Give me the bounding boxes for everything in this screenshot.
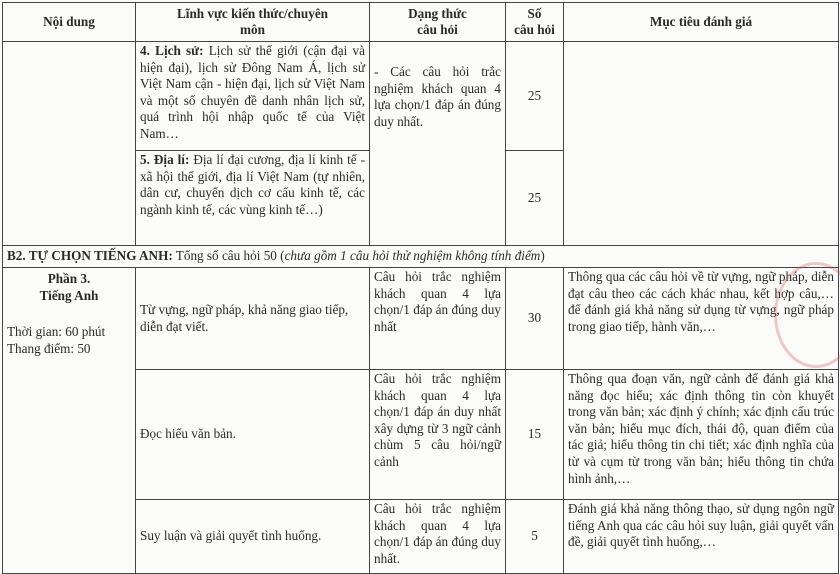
field-history: 4. Lịch sử: Lịch sử thế giới (cận đại và hiện đại), lịch sử Đông Nam Á, lịch sử Việt Nam cận - hiện đại, lịch sử Việt Nam và một số chuyên đề danh nhân lịch sử, quá trình hội nhập quốc tế của Việt Nam… (136, 42, 370, 151)
section-b2-row (3, 246, 839, 268)
count-history: 25 (506, 42, 564, 151)
header-count: Số câu hỏi (506, 3, 564, 42)
content-cell-empty (3, 42, 136, 246)
exam-structure-table (2, 2, 839, 574)
count-reading: 15 (506, 370, 564, 500)
format-reading: Câu hỏi trắc nghiệm khách quan 4 lựa chọn/1 đáp án duy nhất xây dựng từ 3 ngữ cảnh chùm 5 câu hỏi/ngữ cảnh (370, 370, 506, 500)
table-header-row (3, 3, 839, 42)
field-vocab-grammar: Từ vựng, ngữ pháp, khả năng giao tiếp, diễn đạt viết. (136, 268, 370, 370)
section-b2-title: B2. TỰ CHỌN TIẾNG ANH: Tổng số câu hỏi 50 (chưa gồm 1 câu hỏi thử nghiệm không tính điểm) (3, 246, 839, 268)
count-vocab-grammar: 30 (506, 268, 564, 370)
table-row (3, 268, 839, 370)
goal-vocab-grammar: Thông qua các câu hỏi về từ vựng, ngữ pháp, diễn đạt câu theo các cách khác nhau, kết hợp câu,… để đánh giá khả năng sử dụng từ vựng, ngữ pháp trong giao tiếp, hành văn,… (564, 268, 839, 370)
field-geography: 5. Địa lí: Địa lí đại cương, địa lí kinh tế - xã hội thế giới, địa lí Việt Nam (tự nhiên, dân cư, chuyển dịch cơ cấu kinh tế, các ngành kinh tế, các vùng kinh tế…) (136, 151, 370, 246)
part3-cell: Phần 3. Tiếng Anh Thời gian: 60 phút Thang điểm: 50 (3, 268, 136, 574)
field-reasoning: Suy luận và giải quyết tình huống. (136, 500, 370, 574)
count-reasoning: 5 (506, 500, 564, 574)
header-format: Dạng thức câu hỏi (370, 3, 506, 42)
goal-reasoning: Đánh giá khả năng thông thạo, sử dụng ngôn ngữ tiếng Anh qua các câu hỏi suy luận, giải quyết vấn đề, giải quyết tình huống,… (564, 500, 839, 574)
format-vocab-grammar: Câu hỏi trắc nghiệm khách quan 4 lựa chọn/1 đáp án đúng duy nhất (370, 268, 506, 370)
format-multiple-choice: - Các câu hỏi trắc nghiệm khách quan 4 lựa chọn/1 đáp án đúng duy nhất. (370, 42, 506, 246)
goal-reading: Thông qua đoạn văn, ngữ cảnh để đánh giá khả năng đọc hiểu; xác định thông tin còn khuyết trong văn bản; xác định ý chính; xác định cấu trúc văn bản; hiểu mục đích, thái độ, quan điểm của tác giả; hiểu thông tin chi tiết; xác định nghĩa của từ và cụm từ trong văn bản; hiểu thông tin chứa hình ảnh,… (564, 370, 839, 500)
goal-cell-empty (564, 42, 839, 246)
header-field: Lĩnh vực kiến thức/chuyên môn (136, 3, 370, 42)
header-goal: Mục tiêu đánh giá (564, 3, 839, 42)
format-reasoning: Câu hỏi trắc nghiệm khách quan 4 lựa chọn/1 đáp án đúng duy nhất. (370, 500, 506, 574)
table-row (3, 42, 839, 151)
header-content: Nội dung (3, 3, 136, 42)
field-reading: Đọc hiểu văn bản. (136, 370, 370, 500)
count-geography: 25 (506, 151, 564, 246)
